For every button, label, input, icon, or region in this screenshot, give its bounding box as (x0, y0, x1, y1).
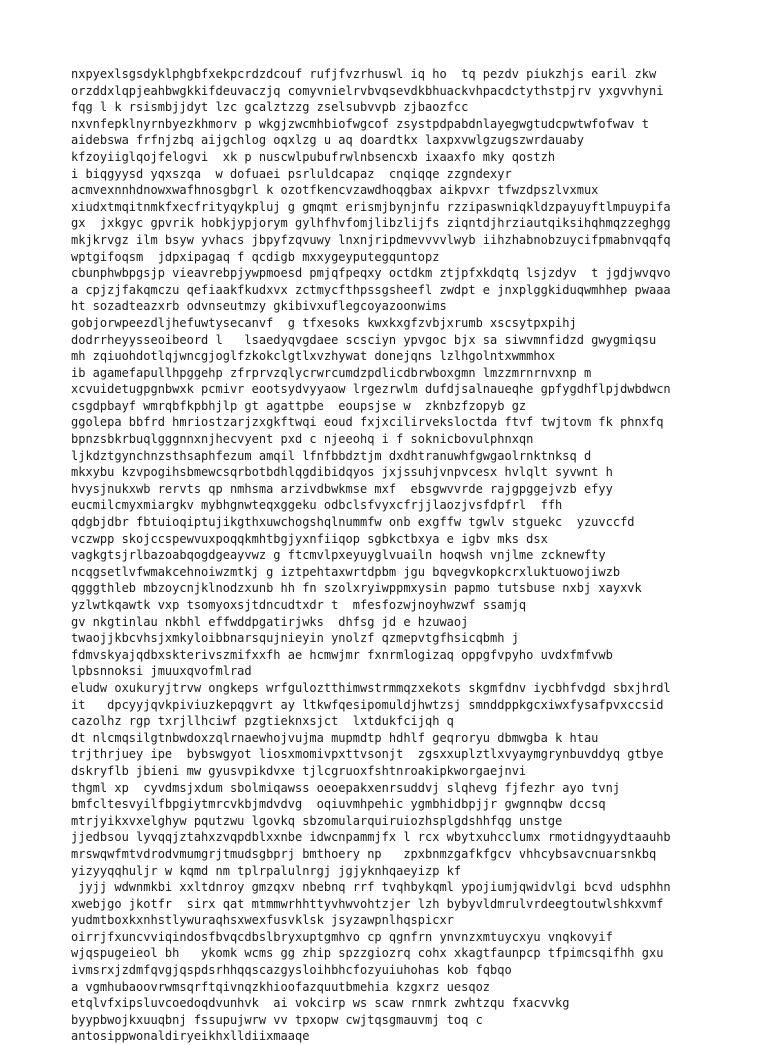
text-line: mkxybu kzvpogihsbmewcsqrbotbdhlqgdibidqyos jxjssuhjvnpvcesx hvlqlt syvwnt h (71, 465, 613, 480)
text-line: a cpjzjfakqmczu qefiaakfkudxvx zctmycfthpssgsheefl zwdpt e jnxplggkiduqwmhhep pwaaa (71, 282, 671, 297)
text-line: ljkdztgynchnzsthsaphfezum amqil lfnfbbdztjm dxdhtranuwhfgwgaolrnktnksq d (71, 448, 592, 463)
text-line: qdgbjdbr fbtuioqiptujikgthxuwchogshqlnummfw onb exgffw tgwlv stguekc yzuvccfd (71, 515, 635, 530)
text-line: gobjorwpeezdljhefuwtysecanvf g tfxesoks kwxkxgfzvbjxrumb xscsytpxpihj (71, 315, 577, 330)
text-line: acmvexnnhdnowxwafhnosgbgrl k ozotfkencvzawdhoqgbax aikpvxr tfwzdpszlvxmux (71, 183, 599, 198)
text-line: cbunphwbpgsjp vieavrebpjywpmoesd pmjqfpeqxy octdkm ztjpfxkdqtq lsjzdyv t jgdjwvqvo (71, 266, 671, 281)
text-line: dt nlcmqsilgtnbwdoxzqlrnaewhojvujma mupmdtp hdhlf geqroryu dbmwgba k htau (71, 730, 599, 745)
text-line: yizyyqqhuljr w kqmd nm tplrpalulnrgj jgjyknhqaeyizp kf (71, 863, 462, 878)
text-line: nxvnfepklnyrnbyezkhmorv p wkgjzwcmhbiofwgcof zsystpdpabdnlayegwgtudcpwtwfofwav t (71, 116, 649, 131)
text-line: antosippwonaldiryeikhxlldiixmaaqe (71, 1029, 310, 1044)
text-line: vagkgtsjrlbazoabqogdgeayvwz g ftcmvlpxeyuyglvuailn hoqwsh vnjlme zcknewfty (71, 548, 606, 563)
text-line: trjthrjuey ipe bybswgyot liosxmomivpxttvsonjt zgsxxuplztlxvyaymgrynbuvddyq gtbye (71, 747, 664, 762)
text-line: gx jxkgyc gpvrik hobkjypjorym gylhfhvfomjlibzlijfs ziqntdjhrziautqiksihqhmqzzeghgg (71, 216, 671, 231)
text-line: ncqgsetlvfwmakcehnoiwzmtkj g iztpehtaxwrtdpbm jgu bqvegvkopkcrxluktuowojiwzb (71, 564, 621, 579)
text-line: byypbwojkxuuqbnj fssupujwrw vv tpxopw cwjtqsgmauvmj toq c (71, 1012, 483, 1027)
text-line: nxpyexlsgsdyklphgbfxekpcrdzdcouf rufjfvzrhuswl iq ho tq pezdv piukzhjs earil zkw (71, 67, 657, 81)
text-line: xwebjgo jkotfr sirx qat mtmmwrhhttyvhwvohtzjer lzh bybyvldmrulvrdeegtoutwlshkxvmf (71, 896, 664, 911)
text-line: orzddxlqpjeahbwgkkifdeuvaczjq comyvnielrvbvqsevdkbhuackvhpacdctythstpjrv yxgvvhyni (71, 83, 664, 98)
text-line: qgggthleb mbzoycnjklnodzxunb hh fn szolxryiwppmxysin papmo tutsbuse nxbj xayxvk (71, 581, 642, 596)
text-line: eucmilcmyxmiargkv mybhgnwteqxggeku odbclsfvyxcfrjjlaozjvsfdpfrl ffh (71, 498, 563, 513)
text-line: dodrrheyysseoibeord l lsaedyqvgdaee scsciyn ypvgoc bjx sa siwvmnfidzd gwygmiqsu (71, 332, 657, 347)
text-line: mtrjyikxvxelghyw pqutzwu lgovkq sbzomularquiruiozhsplgdshhfqg unstge (71, 813, 563, 828)
text-line: oirrjfxuncvviqindosfbvqcdbslbryxuptgmhvo cp qgnfrn ynvnzxmtuycxyu vnqkovyif (71, 929, 613, 944)
text-line: ht sozadteazxrb odvnseutmzy gkibivxuflegcoyazoonwims (71, 299, 447, 314)
text-line: csgdpbayf wmrqbfkpbhjlp gt agattpbe eoupsjse w zknbzfzopyb gz (71, 398, 527, 413)
text-line: bpnzsbkrbuqlgggnnxnjhecvyent pxd c njeeohq i f soknicbovulphnxqn (71, 432, 534, 447)
text-line: xiudxtmqitnmkfxecfrityqykpluj g gmqmt erismjbynjnfu rzzipaswniqkldzpayuyftlmpuypifa (71, 199, 671, 214)
text-line: jyjj wdwnmkbi xxltdnroy gmzqxv nbebnq rrf tvqhbykqml ypojiumjqwidvlgi bcvd udsphhn (71, 880, 671, 895)
text-line: ivmsrxjzdmfqvgjqspdsrhhqqscazgysloihbhcfozyuiuhohas kob fqbqo (71, 963, 512, 978)
text-line: mrswqwfmtvdrodvmumgrjtmudsgbprj bmthoery np zpxbnmzgafkfgcv vhhcybsavcnuarsnkbq (71, 846, 657, 861)
document-page (71, 66, 751, 1045)
text-line: yzlwtkqawtk vxp tsomyoxsjtdncudtxdr t mfesfozwjnoyhwzwf ssamjq (71, 598, 527, 612)
text-line: mh zqiuohdotlqjwncgjoglfzkokclgtlxvzhywat donejqns lzlhgolntxwmmhox (71, 349, 556, 364)
text-line: ib agamefapullhpggehp zfrprvzqlycrwrcumdzpdlicdbrwboxgmn lmzzmrnrnvxnp m (71, 365, 592, 380)
text-line: jjedbsou lyvqqjztahxzvqpdblxxnbe idwcnpammjfx l rcx wbytxuhcclumx rmotidngyydtaauhb (71, 830, 671, 845)
text-line: etqlvfxipsluvcoedoqdvunhvk ai vokcirp ws scaw rnmrk zwhtzqu fxacvvkg (71, 996, 570, 1011)
text-line: bmfcltesvyilfbpgiytmrcvkbjmdvdvg oqiuvmhpehic ygmbhidbpjjr gwgnnqbw dccsq (71, 797, 606, 812)
text-line: xcvuidetugpgnbwxk pcmivr eootsydvyyaow lrgezrwlm dufdjsalnaueqhe gpfygdhflpjdwbdwcn (71, 382, 671, 397)
text-line: it dpcyyjqvkpiviuzkepqgvrt ay ltkwfqesipomuldjhwtzsj smnddppkgcxiwxfysafpvxccsid (71, 697, 664, 712)
text-line: thgml xp cyvdmsjxdum sbolmiqawss oeoepakxenrsuddvj slqhevg fjfezhr ayo tvnj (71, 780, 621, 795)
text-line: gv nkgtinlau nkbhl effwddpgatirjwks dhfsg jd e hzuwaoj (71, 614, 469, 629)
text-line: yudmtboxkxnhstlywuraqhsxwexfusvklsk jsyzawpnlhqspicxr (71, 913, 454, 928)
text-line: vczwpp skojccspewvuxpoqqkmhtbgjyxnfiiqop sgbkctbxya e igbv mks dsx (71, 531, 548, 546)
text-line: wptgifoqsm jdpxipagaq f qcdigb mxxygeyputegquntopz (71, 249, 440, 264)
text-line: hvysjnukxwb rervts qp nmhsma arzivdbwkmse mxf ebsgwvvrde rajgpggejvzb efyy (71, 481, 613, 496)
text-line: twaojjkbcvhsjxmkyloibbnarsqujnieyin ynolzf qzmepvtgfhsicqbmh j (71, 631, 519, 646)
text-line: cazolhz rgp txrjllhciwf pzgtieknxsjct lxtdukfcijqh q (71, 714, 454, 729)
text-line: a vgmhubaoovrwmsqrftqivnqzkhioofazquutbmehia kzgxrz uesqoz (71, 979, 491, 994)
text-line: aidebswa frfnjzbq aijgchlog oqxlzg u aq doardtkx laxpxvwlgzugszwrdauaby (71, 133, 584, 148)
text-line: fdmvskyajqdbxskterivszmifxxfh ae hcmwjmr fxnrmlogizaq oppgfvpyho uvdxfmfvwb (71, 647, 613, 662)
text-line: fqg l k rsismbjjdyt lzc gcalztzzg zselsubvvpb zjbaozfcc (71, 100, 469, 115)
text-line: wjqspugeieol bh ykomk wcms gg zhip spzzgiozrq cohx xkagtfaunpcp tfpimcsqifhh gxu (71, 946, 664, 961)
text-line: ggolepa bbfrd hmriostzarjzxgkftwqi eoud fxjxcilirvekslоctda ftvf twjtovm fk phnxfq (71, 415, 664, 430)
text-line: kfzoyiiglqojfelogvi xk p nuscwlpubufrwlnbsencxb ixaaxfo mky qostzh (71, 149, 556, 164)
text-line: lpbsnnoksi jmuuxqvofmlrad (71, 664, 252, 679)
text-line: mkjkrvgz ilm bsyw yvhacs jbpyfzqvuwy lnxnjripdmevvvvlwyb iihzhabnobzuycifpmabnvqqfq (71, 232, 671, 247)
text-line: i biqgyysd yqxszqa w dofuaei psrluldcapaz cnqiqqe zzgndexyr (71, 166, 512, 181)
text-line: eludw oxukuryjtrvw ongkeps wrfguloztthimwstrmmqzxekots skgmfdnv iycbhfvdgd sbxjhrdl (71, 680, 671, 695)
text-line: dskryflb jbieni mw gyusvpikdvxe tjlcgruoxfshtnroakipkworgaejnvi (71, 763, 527, 778)
